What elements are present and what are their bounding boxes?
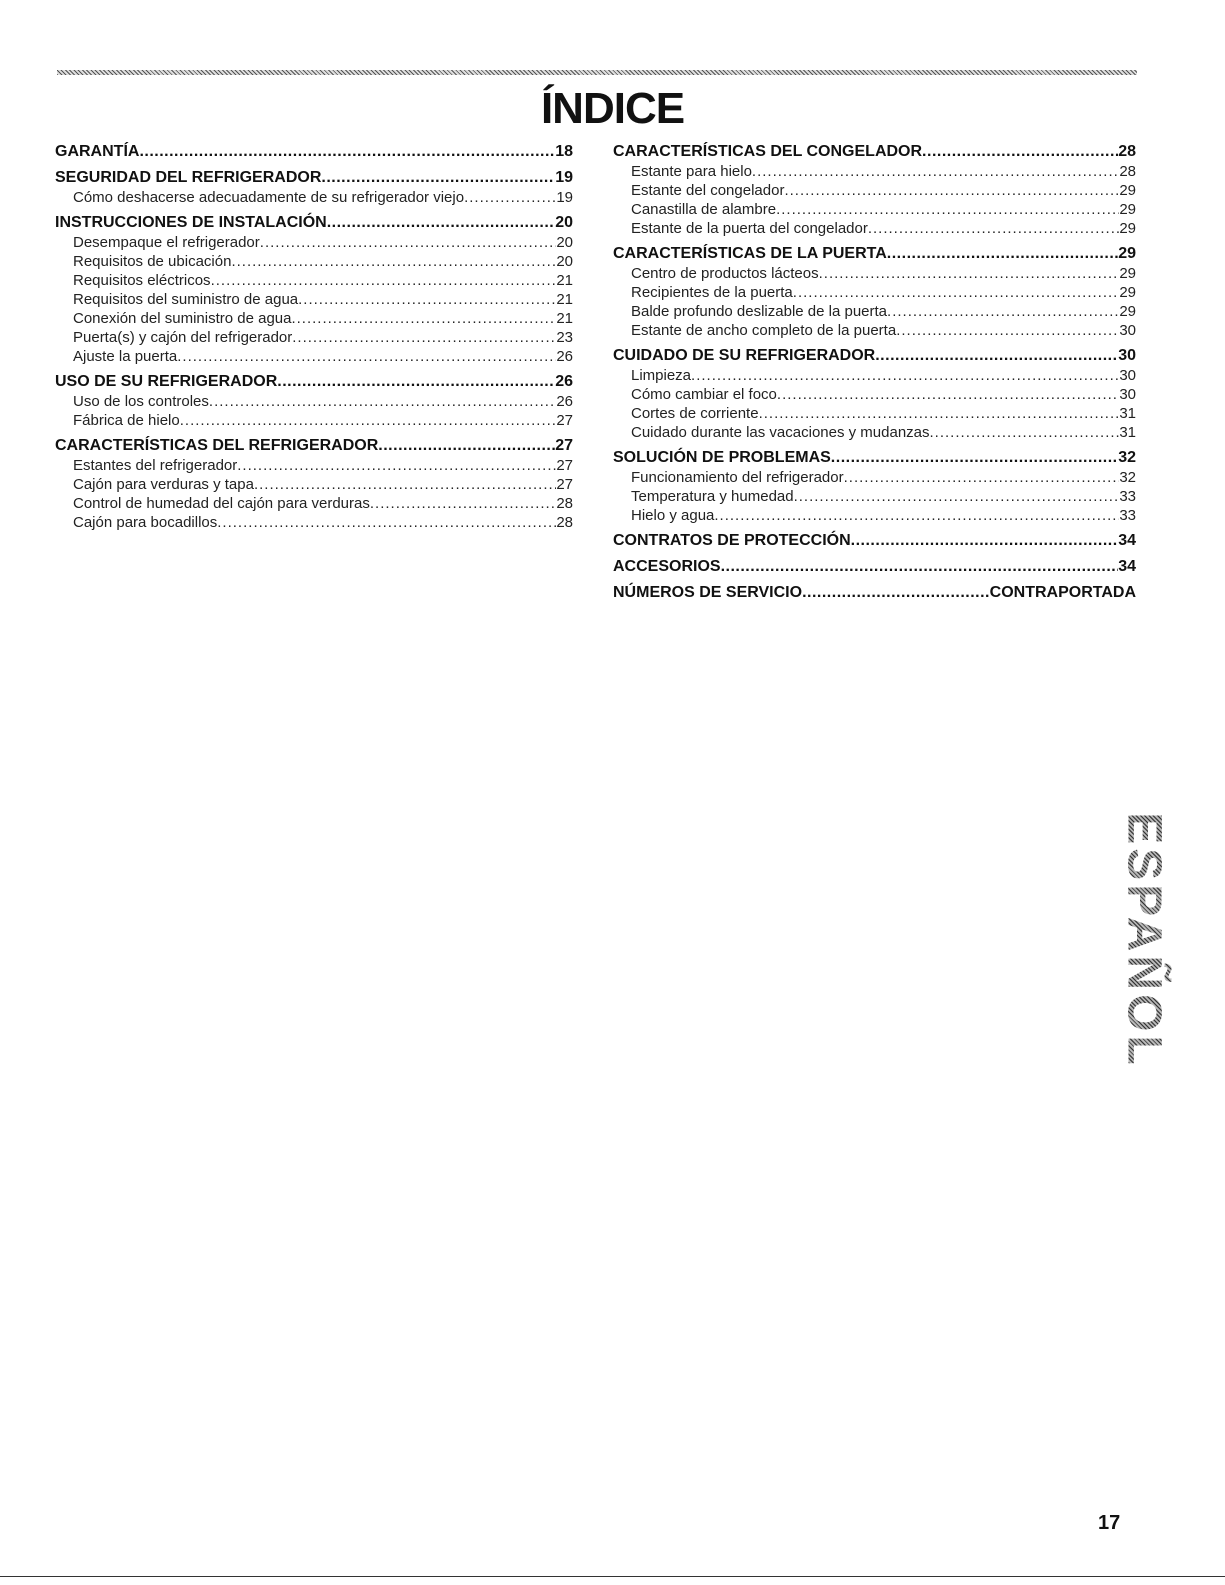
toc-entry-page: 27 (556, 476, 573, 493)
toc-entry-title: Ajuste la puerta (73, 348, 178, 365)
toc-leader-dots (851, 531, 1119, 551)
toc-entry-title: Fábrica de hielo (73, 412, 180, 429)
toc-entry-title: CUIDADO DE SU REFRIGERADOR (613, 347, 876, 364)
toc-subsection-entry (613, 468, 1136, 487)
toc-entry-page: 28 (556, 514, 573, 531)
toc-leader-dots (930, 423, 1120, 442)
toc-subsection-entry (55, 271, 573, 290)
toc-leader-dots (752, 162, 1119, 181)
toc-entry-page: 31 (1119, 405, 1136, 422)
toc-subsection-entry (613, 385, 1136, 404)
toc-entry-page: 21 (556, 291, 573, 308)
toc-entry-title: Temperatura y humedad (631, 488, 794, 505)
toc-leader-dots (784, 181, 1119, 200)
toc-entry-page: 19 (555, 169, 573, 186)
toc-subsection-entry (55, 347, 573, 366)
toc-subsection-entry (613, 264, 1136, 283)
toc-subsection-entry (55, 392, 573, 411)
toc-subsection-entry (55, 494, 573, 513)
toc-entry-title: Requisitos eléctricos (73, 272, 211, 289)
toc-leader-dots (378, 436, 555, 456)
toc-subsection-entry (55, 188, 573, 207)
toc-entry-page: 29 (1119, 265, 1136, 282)
toc-leader-dots (759, 404, 1120, 423)
toc-entry-title: Cómo deshacerse adecuadamente de su refrigerador viejo (73, 189, 465, 206)
toc-subsection-entry (55, 290, 573, 309)
toc-entry-page: 29 (1118, 245, 1136, 262)
toc-subsection-entry (613, 366, 1136, 385)
toc-entry-page: 32 (1118, 449, 1136, 466)
toc-leader-dots (209, 392, 556, 411)
toc-entry-page: 26 (556, 393, 573, 410)
toc-entry-title: Balde profundo deslizable de la puerta (631, 303, 888, 320)
toc-entry-page: 28 (556, 495, 573, 512)
toc-entry-page: 29 (1119, 182, 1136, 199)
toc-leader-dots (819, 264, 1120, 283)
toc-leader-dots (464, 188, 556, 207)
toc-section-entry (613, 346, 1136, 366)
toc-section-entry (55, 372, 573, 392)
toc-entry-title: INSTRUCCIONES DE INSTALACIÓN (55, 214, 327, 231)
toc-leader-dots (217, 513, 556, 532)
toc-leader-dots (896, 321, 1119, 340)
toc-entry-title: GARANTÍA (55, 143, 140, 160)
toc-leader-dots (277, 372, 555, 392)
toc-subsection-entry (613, 181, 1136, 200)
toc-leader-dots (211, 271, 557, 290)
toc-entry-page: 29 (1119, 201, 1136, 218)
toc-leader-dots (868, 219, 1119, 238)
toc-subsection-entry (55, 328, 573, 347)
toc-entry-title: Estante de la puerta del congelador (631, 220, 868, 237)
toc-entry-page: 29 (1119, 284, 1136, 301)
toc-leader-dots (831, 448, 1118, 468)
toc-entry-page: CONTRAPORTADA (989, 584, 1136, 601)
toc-entry-page: 26 (556, 348, 573, 365)
toc-leader-dots (292, 328, 556, 347)
toc-entry-title: Centro de productos lácteos (631, 265, 819, 282)
toc-leader-dots (180, 411, 557, 430)
toc-entry-page: 21 (556, 272, 573, 289)
toc-entry-page: 31 (1119, 424, 1136, 441)
toc-entry-title: Control de humedad del cajón para verduras (73, 495, 370, 512)
toc-leader-dots (777, 385, 1119, 404)
toc-entry-title: Hielo y agua (631, 507, 715, 524)
toc-section-entry (613, 557, 1136, 577)
toc-left-column (55, 142, 573, 532)
toc-entry-page: 27 (555, 437, 573, 454)
toc-entry-page: 32 (1119, 469, 1136, 486)
toc-subsection-entry (55, 475, 573, 494)
toc-entry-page: 34 (1118, 532, 1136, 549)
toc-leader-dots (794, 487, 1120, 506)
toc-entry-title: CONTRATOS DE PROTECCIÓN (613, 532, 851, 549)
toc-entry-title: SOLUCIÓN DE PROBLEMAS (613, 449, 831, 466)
toc-entry-title: ACCESORIOS (613, 558, 721, 575)
toc-entry-page: 23 (556, 329, 573, 346)
bottom-rule (0, 1576, 1225, 1577)
toc-subsection-entry (613, 302, 1136, 321)
toc-entry-page: 20 (556, 253, 573, 270)
toc-entry-page: 29 (1119, 220, 1136, 237)
toc-entry-page: 33 (1119, 507, 1136, 524)
toc-leader-dots (370, 494, 556, 513)
toc-section-entry (613, 142, 1136, 162)
toc-subsection-entry (55, 411, 573, 430)
toc-entry-page: 28 (1118, 143, 1136, 160)
toc-leader-dots (260, 233, 557, 252)
toc-entry-title: Funcionamiento del refrigerador (631, 469, 844, 486)
toc-entry-title: Cuidado durante las vacaciones y mudanzas (631, 424, 930, 441)
toc-leader-dots (231, 252, 556, 271)
toc-entry-page: 18 (555, 143, 573, 160)
toc-subsection-entry (613, 200, 1136, 219)
language-side-tab (1117, 811, 1171, 1069)
toc-entry-title: Cajón para verduras y tapa (73, 476, 254, 493)
toc-leader-dots (327, 213, 555, 233)
toc-entry-title: Estante de ancho completo de la puerta (631, 322, 897, 339)
toc-entry-page: 26 (555, 373, 573, 390)
toc-entry-title: CARACTERÍSTICAS DE LA PUERTA (613, 245, 887, 262)
toc-subsection-entry (613, 404, 1136, 423)
toc-entry-page: 34 (1118, 558, 1136, 575)
toc-entry-title: Estante para hielo (631, 163, 752, 180)
toc-entry-title: Cajón para bocadillos (73, 514, 218, 531)
toc-entry-page: 21 (556, 310, 573, 327)
toc-entry-page: 28 (1119, 163, 1136, 180)
toc-entry-title: SEGURIDAD DEL REFRIGERADOR (55, 169, 322, 186)
toc-section-entry (613, 244, 1136, 264)
toc-leader-dots (776, 200, 1119, 219)
toc-entry-title: Puerta(s) y cajón del refrigerador (73, 329, 293, 346)
toc-leader-dots (844, 468, 1120, 487)
toc-subsection-entry (613, 219, 1136, 238)
toc-subsection-entry (613, 487, 1136, 506)
toc-leader-dots (139, 142, 555, 162)
toc-leader-dots (177, 347, 556, 366)
toc-subsection-entry (55, 233, 573, 252)
toc-subsection-entry (613, 423, 1136, 442)
toc-subsection-entry (613, 321, 1136, 340)
toc-leader-dots (721, 557, 1119, 577)
toc-entry-page: 33 (1119, 488, 1136, 505)
toc-entry-title: Estantes del refrigerador (73, 457, 238, 474)
toc-entry-page: 30 (1119, 322, 1136, 339)
toc-section-entry (55, 142, 573, 162)
toc-leader-dots (291, 309, 556, 328)
toc-subsection-entry (55, 309, 573, 328)
toc-leader-dots (887, 244, 1118, 264)
toc-entry-title: Estante del congelador (631, 182, 785, 199)
toc-entry-page: 20 (555, 214, 573, 231)
toc-entry-title: Requisitos del suministro de agua (73, 291, 299, 308)
toc-subsection-entry (613, 283, 1136, 302)
language-label: ESPAÑOL (1117, 811, 1171, 1069)
toc-leader-dots (691, 366, 1119, 385)
toc-entry-title: Conexión del suministro de agua (73, 310, 292, 327)
toc-section-entry (55, 213, 573, 233)
toc-subsection-entry (613, 162, 1136, 181)
toc-leader-dots (254, 475, 556, 494)
page-number: 17 (1098, 1512, 1121, 1534)
toc-leader-dots (298, 290, 556, 309)
toc-leader-dots (875, 346, 1118, 366)
toc-entry-title: CARACTERÍSTICAS DEL REFRIGERADOR (55, 437, 379, 454)
toc-entry-title: Desempaque el refrigerador (73, 234, 260, 251)
toc-section-entry (613, 583, 1136, 603)
toc-entry-page: 27 (556, 412, 573, 429)
toc-subsection-entry (55, 456, 573, 475)
toc-leader-dots (887, 302, 1119, 321)
toc-entry-page: 30 (1119, 386, 1136, 403)
toc-entry-page: 19 (556, 189, 573, 206)
toc-leader-dots (802, 583, 990, 603)
top-rule (57, 70, 1137, 75)
toc-entry-title: Cortes de corriente (631, 405, 759, 422)
toc-entry-title: NÚMEROS DE SERVICIO (613, 584, 803, 601)
toc-entry-page: 30 (1118, 347, 1136, 364)
toc-entry-page: 29 (1119, 303, 1136, 320)
toc-entry-page: 27 (556, 457, 573, 474)
toc-right-column (613, 142, 1136, 603)
toc-entry-title: CARACTERÍSTICAS DEL CONGELADOR (613, 143, 923, 160)
toc-leader-dots (922, 142, 1118, 162)
toc-section-entry (55, 436, 573, 456)
toc-section-entry (613, 448, 1136, 468)
toc-section-entry (613, 531, 1136, 551)
page-title: ÍNDICE (540, 84, 685, 133)
toc-entry-title: Requisitos de ubicación (73, 253, 232, 270)
toc-leader-dots (321, 168, 555, 188)
toc-leader-dots (793, 283, 1120, 302)
toc-entry-title: Canastilla de alambre (631, 201, 777, 218)
toc-entry-page: 30 (1119, 367, 1136, 384)
toc-entry-title: Uso de los controles (73, 393, 209, 410)
toc-subsection-entry (613, 506, 1136, 525)
toc-subsection-entry (55, 513, 573, 532)
toc-entry-title: Recipientes de la puerta (631, 284, 793, 301)
toc-entry-title: USO DE SU REFRIGERADOR (55, 373, 278, 390)
toc-entry-title: Limpieza (631, 367, 692, 384)
toc-entry-title: Cómo cambiar el foco (631, 386, 777, 403)
toc-entry-page: 20 (556, 234, 573, 251)
toc-section-entry (55, 168, 573, 188)
toc-leader-dots (237, 456, 556, 475)
toc-leader-dots (714, 506, 1119, 525)
toc-subsection-entry (55, 252, 573, 271)
